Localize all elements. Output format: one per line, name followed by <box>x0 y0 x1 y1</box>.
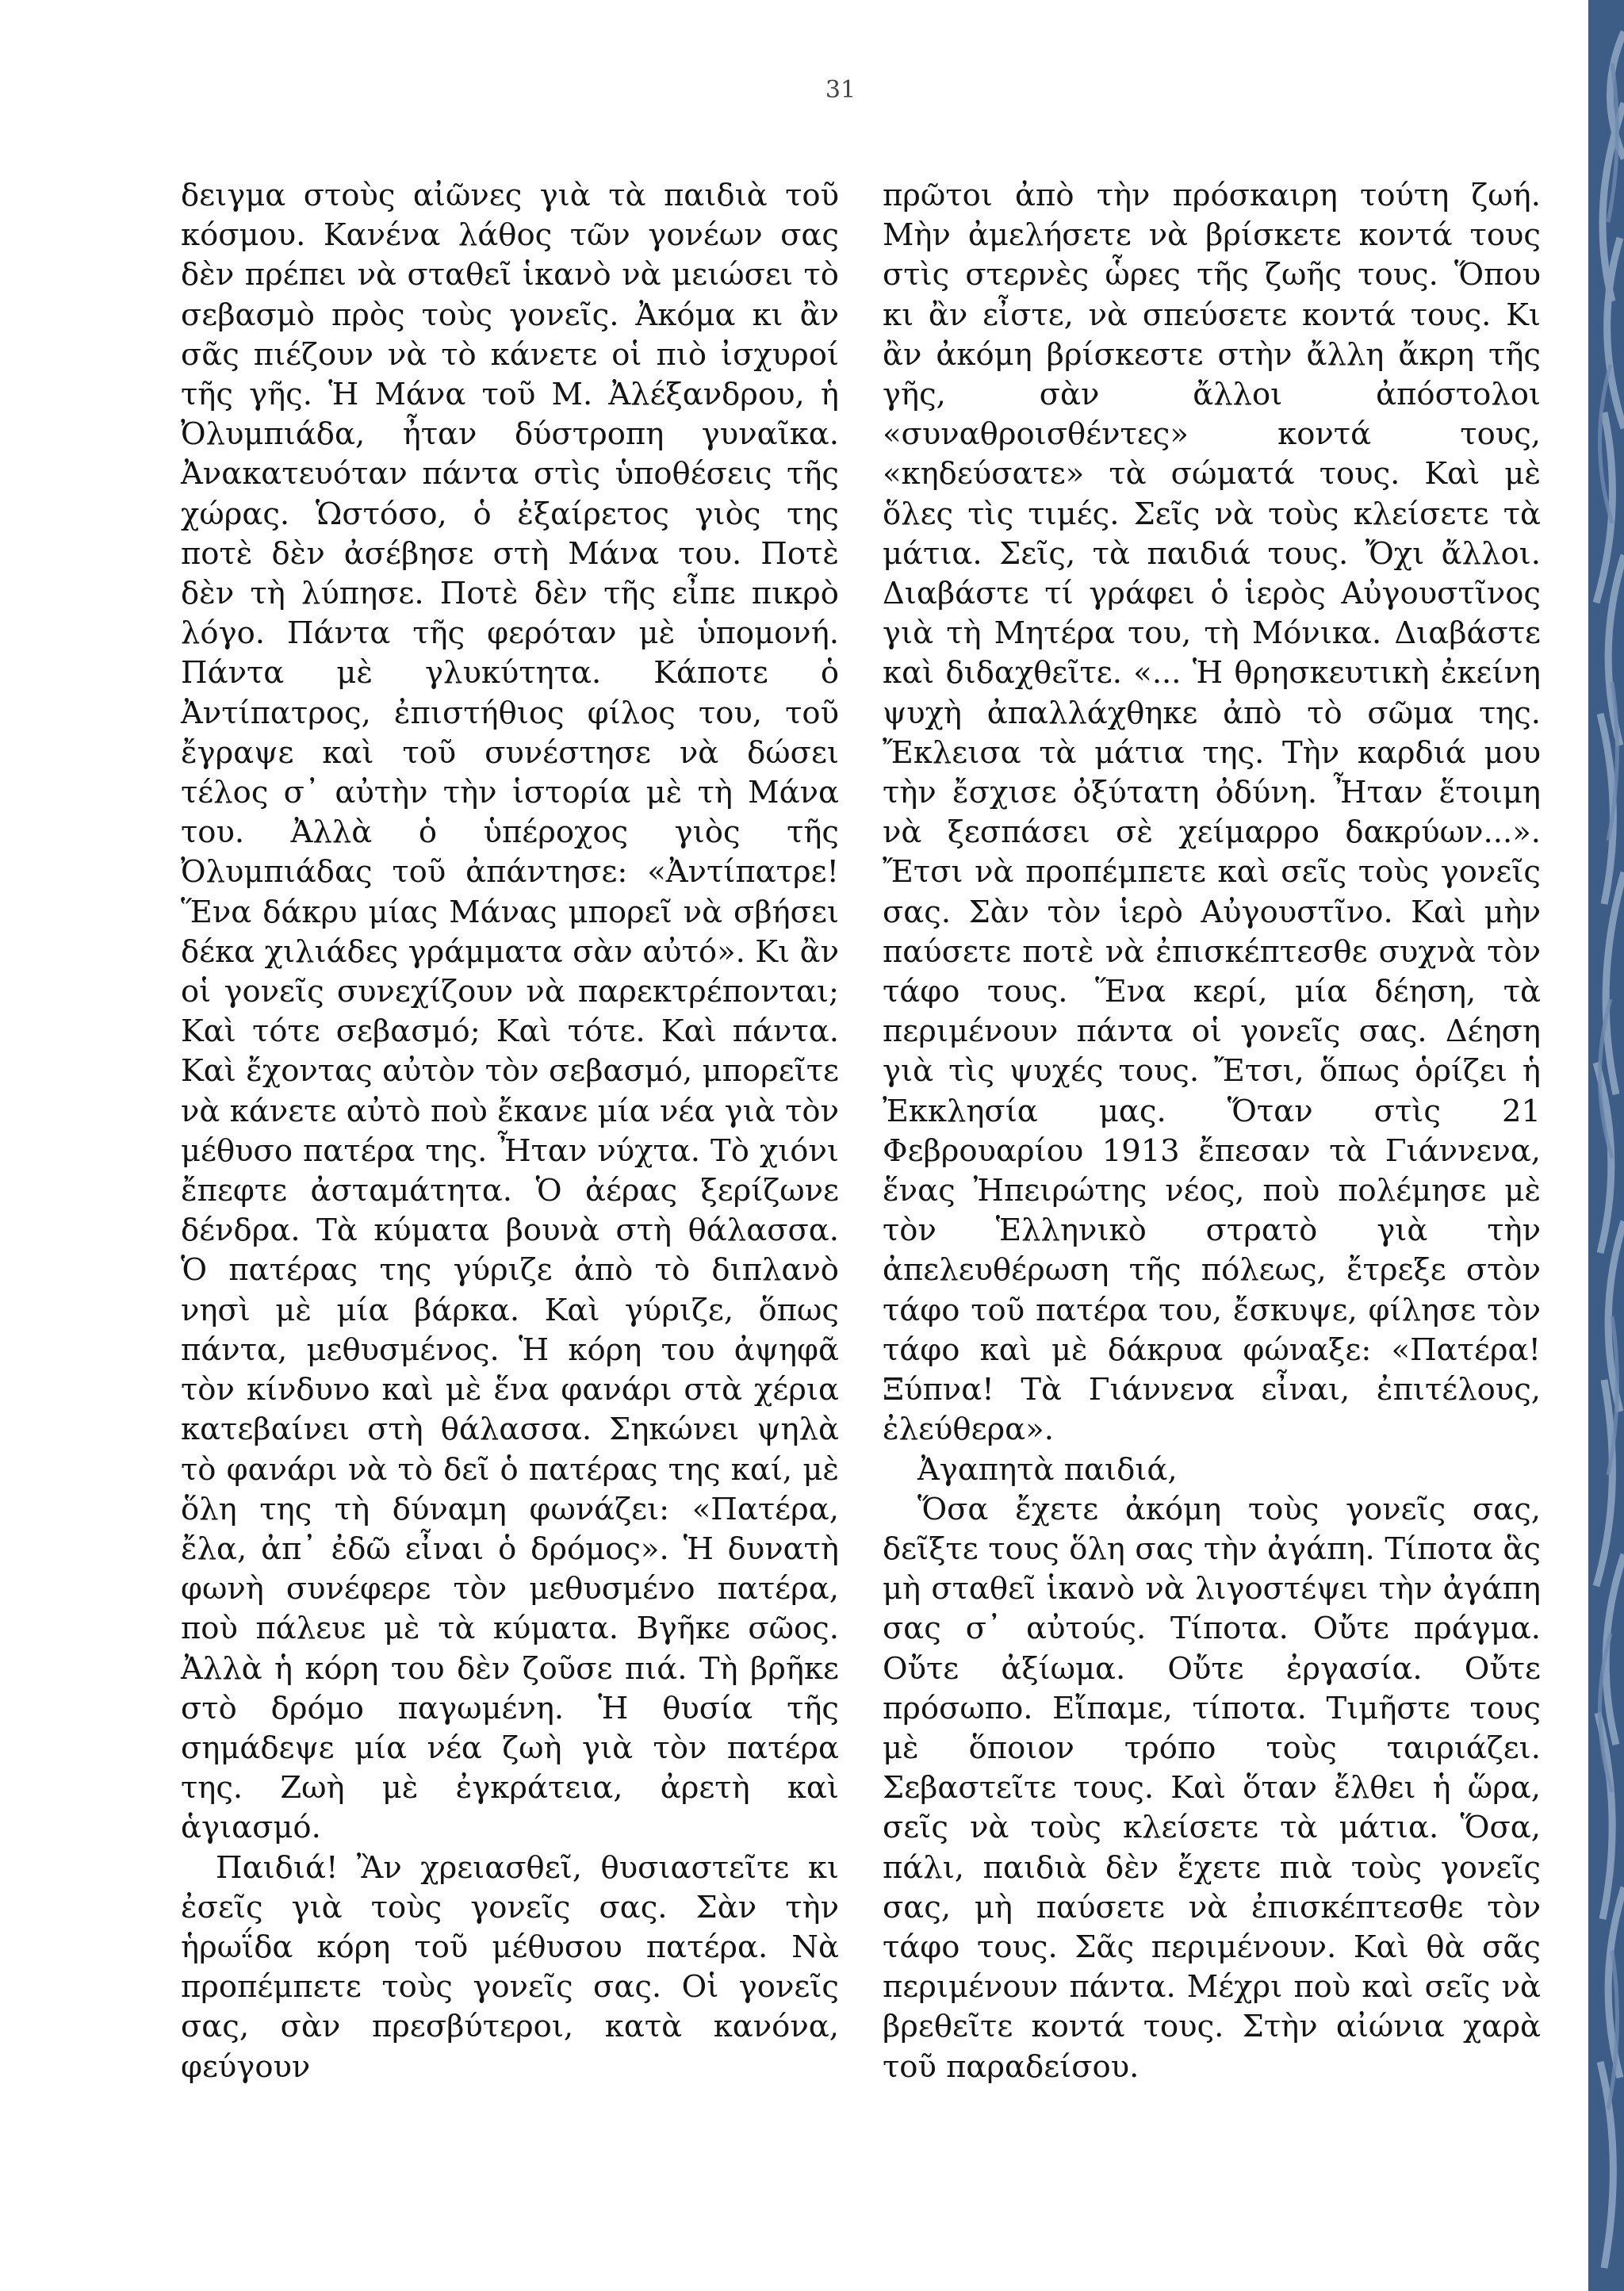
page-number: 31 <box>825 76 856 104</box>
right-column <box>883 176 1541 2087</box>
paragraph-continuation: δειγμα στοὺς αἰῶνες γιὰ τὰ παιδιὰ τοῦ κόσμου. Κανένα λάθος τῶν γονέων σας δὲν πρέπει νὰ σταθεῖ ἱκανὸ νὰ μειώσει τὸ σεβασμὸ πρὸς τοὺς γονεῖς. Ἀκόμα κι ἂν σᾶς πιέζουν νὰ τὸ κάνετε οἱ πιὸ ἰσχυροί τῆς γῆς. Ἡ Μάνα τοῦ Μ. Ἀλέξανδρου, ἡ Ὀλυμπιάδα, ἦταν δύστροπη γυναῖκα. Ἀνακατευόταν πάντα στὶς ὑποθέσεις τῆς χώρας. Ὡστόσο, ὁ ἐξαίρετος γιὸς της ποτὲ δὲν ἀσέβησε στὴ Μάνα του. Ποτὲ δὲν τὴ λύπησε. Ποτὲ δὲν τῆς εἶπε πικρὸ λόγο. Πάντα τῆς φερόταν μὲ ὑπομονή. Πάντα μὲ γλυκύτητα. Κάποτε ὁ Ἀντίπατρος, ἐπιστήθιος φίλος του, τοῦ ἔγραψε καὶ τοῦ συνέστησε νὰ δώσει τέλος σ᾽ αὐτὴν τὴν ἱστορία μὲ τὴ Μάνα του. Ἀλλὰ ὁ ὑπέροχος γιὸς τῆς Ὀλυμπιάδας τοῦ ἀπάντησε: «Ἀντίπατρε! Ἕνα δάκρυ μίας Μάνας μπορεῖ νὰ σβήσει δέκα χιλιάδες γράμματα σὰν αὐτό». Κι ἂν οἱ γονεῖς συνεχίζουν νὰ παρεκτρέπονται; Καὶ τότε σεβασμό; Καὶ τότε. Καὶ πάντα. Καὶ ἔχοντας αὐτὸν τὸν σεβασμό, μπορεῖτε νὰ κάνετε αὐτὸ ποὺ ἔκανε μία νέα γιὰ τὸν μέθυσο πατέρα της. Ἦταν νύχτα. Τὸ χιόνι ἔπεφτε ἀσταμάτητα. Ὁ ἀέρας ξερίζωνε δένδρα. Τὰ κύματα βουνὰ στὴ θάλασσα. Ὁ πατέρας της γύριζε ἀπὸ τὸ διπλανὸ νησὶ μὲ μία βάρκα. Καὶ γύριζε, ὅπως πάντα, μεθυσμένος. Ἡ κόρη του ἀψηφᾶ τὸν κίνδυνο καὶ μὲ ἕνα φανάρι στὰ χέρια κατεβαίνει στὴ θάλασσα. Σηκώνει ψηλὰ τὸ φανάρι νὰ τὸ δεῖ ὁ πατέρας της καί, μὲ ὅλη της τὴ δύναμη φωνάζει: «Πατέρα, ἔλα, ἀπ᾽ ἐδῶ εἶναι ὁ δρόμος». Ἡ δυνατὴ φωνὴ συνέφερε τὸν μεθυσμένο πατέρα, ποὺ πάλευε μὲ τὰ κύματα. Βγῆκε σῶος. Ἀλλὰ ἡ κόρη του δὲν ζοῦσε πιά. Τὴ βρῆκε στὸ δρόμο παγωμένη. Ἡ θυσία τῆς σημάδεψε μία νέα ζωὴ γιὰ τὸν πατέρα της. Ζωὴ μὲ ἐγκράτεια, ἀρετὴ καὶ ἁγιασμό. <box>181 178 839 1846</box>
decorative-side-strip <box>1588 0 1624 2291</box>
wave-pattern-graphic <box>1588 0 1624 2291</box>
paragraph-continuation: πρῶτοι ἀπὸ τὴν πρόσκαιρη τούτη ζωή. Μὴν ἀμελήσετε νὰ βρίσκετε κοντά τους στὶς στερνὲς ὧρες τῆς ζωῆς τους. Ὅπου κι ἂν εἶστε, νὰ σπεύσετε κοντά τους. Κι ἂν ἀκόμη βρίσκεστε στὴν ἄλλη ἄκρη τῆς γῆς, σὰν ἄλλοι ἀπόστολοι «συναθροισθέντες» κοντά τους, «κηδεύσατε» τὰ σώματά τους. Καὶ μὲ ὅλες τὶς τιμές. Σεῖς νὰ τοὺς κλείσετε τὰ μάτια. Σεῖς, τὰ παιδιά τους. Ὄχι ἄλλοι. Διαβάστε τί γράφει ὁ ἱερὸς Αὐγουστῖνος γιὰ τὴ Μητέρα του, τὴ Μόνικα. Διαβάστε καὶ διδαχθεῖτε. «... Ἡ θρησκευτικὴ ἐκείνη ψυχὴ ἀπαλλάχθηκε ἀπὸ τὸ σῶμα της. Ἔκλεισα τὰ μάτια της. Τὴν καρδιά μου τὴν ἔσχισε ὀξύτατη ὀδύνη. Ἦταν ἕτοιμη νὰ ξεσπάσει σὲ χείμαρρο δακρύων...». Ἔτσι νὰ προπέμπετε καὶ σεῖς τοὺς γονεῖς σας. Σὰν τὸν ἱερὸ Αὐγουστῖνο. Καὶ μὴν παύσετε ποτὲ νὰ ἐπισκέπτεσθε συχνὰ τὸν τάφο τους. Ἕνα κερί, μία δέηση, τὰ περιμένουν πάντα οἱ γονεῖς σας. Δέηση γιὰ τὶς ψυχές τους. Ἔτσι, ὅπως ὁρίζει ἡ Ἐκκλησία μας. Ὅταν στὶς 21 Φεβρουαρίου 1913 ἔπεσαν τὰ Γιάννενα, ἕνας Ἠπειρώτης νέος, ποὺ πολέμησε μὲ τὸν Ἑλληνικὸ στρατὸ γιὰ τὴν ἀπελευθέρωση τῆς πόλεως, ἔτρεξε στὸν τάφο τοῦ πατέρα του, ἔσκυψε, φίλησε τὸν τάφο καὶ μὲ δάκρυα φώναξε: «Πατέρα! Ξύπνα! Τὰ Γιάννενα εἶναι, ἐπιτέλους, ἐλεύθερα». <box>883 178 1541 1448</box>
paragraph: Παιδιά! Ἂν χρειασθεῖ, θυσιαστεῖτε κι ἐσεῖς γιὰ τοὺς γονεῖς σας. Σὰν τὴν ἡρωΐδα κόρη τοῦ μέθυσου πατέρα. Νὰ προπέμπετε τοὺς γονεῖς σας. Οἱ γονεῖς σας, σὰν πρεσβύτεροι, κατὰ κανόνα, φεύγουν <box>181 1849 839 2085</box>
paragraph: Ὅσα ἔχετε ἀκόμη τοὺς γονεῖς σας, δεῖξτε τους ὅλη σας τὴν ἀγάπη. Τίποτα ἃς μὴ σταθεῖ ἱκανὸ νὰ λιγοστέψει τὴν ἀγάπη σας σ᾽ αὐτούς. Τίποτα. Οὔτε πράγμα. Οὔτε ἀξίωμα. Οὔτε ἐργασία. Οὔτε πρόσωπο. Εἴπαμε, τίποτα. Τιμῆστε τους μὲ ὅποιον τρόπο τοὺς ταιριάζει. Σεβαστεῖτε τους. Καὶ ὅταν ἔλθει ἡ ὥρα, σεῖς νὰ τοὺς κλείσετε τὰ μάτια. Ὅσα, πάλι, παιδιὰ δὲν ἔχετε πιὰ τοὺς γονεῖς σας, μὴ παύσετε νὰ ἐπισκέπτεσθε τὸν τάφο τους. Σᾶς περιμένουν. Καὶ θὰ σᾶς περιμένουν πάντα. Μέχρι ποὺ καὶ σεῖς νὰ βρεθεῖτε κοντά τους. Στὴν αἰώνια χαρὰ τοῦ παραδείσου. <box>883 1491 1541 2085</box>
salutation: Ἀγαπητὰ παιδιά, <box>917 1451 1178 1488</box>
left-column <box>181 176 839 2087</box>
